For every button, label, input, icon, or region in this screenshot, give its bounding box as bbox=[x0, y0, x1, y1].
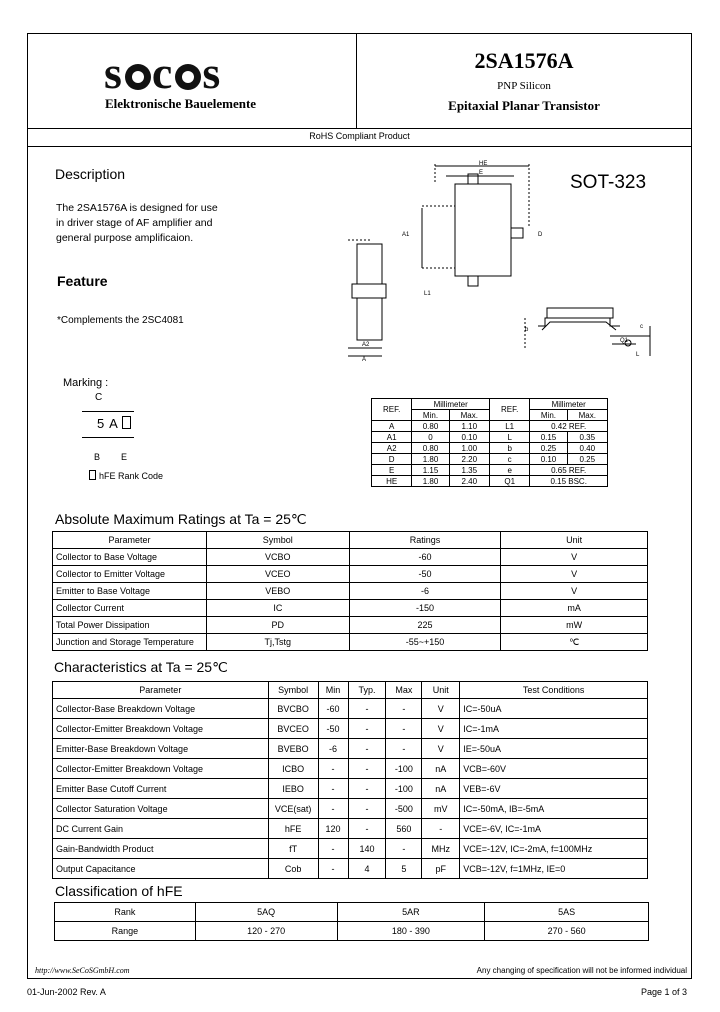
marking-pin-b: B bbox=[94, 452, 101, 462]
char-cell: mV bbox=[422, 799, 460, 819]
abs-cell: -55~+150 bbox=[349, 634, 501, 651]
rank-box-icon bbox=[89, 470, 96, 480]
description-text bbox=[56, 201, 218, 246]
table-row bbox=[53, 859, 648, 879]
dim-cell: 1.15 bbox=[412, 465, 449, 476]
dim-cell: E bbox=[372, 465, 412, 476]
char-cell: VCE=-12V, IC=-2mA, f=100MHz bbox=[460, 839, 648, 859]
class-cell: 270 - 560 bbox=[485, 922, 649, 941]
dim-cell: 0 bbox=[412, 432, 449, 443]
label-q1: Q1 bbox=[620, 338, 629, 344]
dim-cell: 1.10 bbox=[449, 421, 489, 432]
dim-cell: 0.65 REF. bbox=[530, 465, 608, 476]
char-cell: IC=-50uA bbox=[460, 699, 648, 719]
dim-cell: A2 bbox=[372, 443, 412, 454]
abs-cell: Total Power Dissipation bbox=[53, 617, 207, 634]
dim-cell: Q1 bbox=[489, 476, 529, 487]
char-cell: V bbox=[422, 719, 460, 739]
rohs-note: RoHS Compliant Product bbox=[309, 131, 410, 141]
table-row bbox=[53, 583, 648, 600]
char-cell: BVCEO bbox=[268, 719, 318, 739]
abs-cell: VCBO bbox=[206, 549, 349, 566]
table-row bbox=[55, 903, 649, 922]
abs-cell: Collector Current bbox=[53, 600, 207, 617]
abs-cell: mA bbox=[501, 600, 648, 617]
subtitle-pnp: PNP Silicon bbox=[497, 80, 551, 92]
char-cell: - bbox=[386, 699, 422, 719]
char-cell: BVEBO bbox=[268, 739, 318, 759]
marking-note-text: hFE Rank Code bbox=[99, 471, 164, 481]
class-cell: Rank bbox=[55, 903, 196, 922]
footer-notice: Any changing of specification will not be informed individual bbox=[476, 966, 687, 975]
table-row bbox=[53, 759, 648, 779]
dim-subheader-max2: Max. bbox=[567, 410, 607, 421]
dim-header-mm2: Millimeter bbox=[530, 399, 608, 410]
dim-cell: 1.80 bbox=[412, 454, 449, 465]
table-row bbox=[372, 476, 608, 487]
marking-top-line bbox=[82, 411, 134, 412]
dimensions-table bbox=[371, 398, 608, 487]
page-number: Page 1 of 3 bbox=[640, 987, 687, 997]
class-cell: 120 - 270 bbox=[195, 922, 337, 941]
label-c: c bbox=[640, 324, 643, 330]
table-row bbox=[53, 549, 648, 566]
char-cell: Output Capacitance bbox=[53, 859, 269, 879]
feature-heading: Feature bbox=[57, 273, 108, 289]
table-row bbox=[372, 399, 608, 410]
secos-logo: s c s bbox=[104, 47, 223, 98]
char-cell: V bbox=[422, 739, 460, 759]
table-row bbox=[53, 819, 648, 839]
dim-cell: 0.25 bbox=[530, 443, 567, 454]
char-cell: VCB=-12V, f=1MHz, IE=0 bbox=[460, 859, 648, 879]
subtitle-epitaxial: Epitaxial Planar Transistor bbox=[448, 98, 600, 113]
char-cell: Cob bbox=[268, 859, 318, 879]
header-bottom-line bbox=[27, 128, 692, 129]
char-cell: - bbox=[348, 699, 386, 719]
table-row bbox=[372, 421, 608, 432]
abs-cell: V bbox=[501, 583, 648, 600]
dim-cell: 1.00 bbox=[449, 443, 489, 454]
dim-cell: D bbox=[372, 454, 412, 465]
abs-cell: 225 bbox=[349, 617, 501, 634]
char-cell: VCB=-60V bbox=[460, 759, 648, 779]
classification-title: Classification of hFE bbox=[55, 883, 183, 899]
label-d: D bbox=[538, 232, 543, 238]
dim-subheader-max: Max. bbox=[449, 410, 489, 421]
char-cell: Collector Saturation Voltage bbox=[53, 799, 269, 819]
table-row bbox=[53, 532, 648, 549]
char-cell: 560 bbox=[386, 819, 422, 839]
char-cell: - bbox=[318, 759, 348, 779]
dim-cell: 2.40 bbox=[449, 476, 489, 487]
char-cell: Emitter-Base Breakdown Voltage bbox=[53, 739, 269, 759]
dim-cell: L1 bbox=[489, 421, 529, 432]
table-row bbox=[372, 443, 608, 454]
table-row bbox=[372, 432, 608, 443]
char-cell: - bbox=[348, 739, 386, 759]
abs-header: Symbol bbox=[206, 532, 349, 549]
table-row bbox=[55, 922, 649, 941]
abs-cell: V bbox=[501, 566, 648, 583]
char-cell: hFE bbox=[268, 819, 318, 839]
char-header: Min bbox=[318, 682, 348, 699]
char-cell: Gain-Bandwidth Product bbox=[53, 839, 269, 859]
label-l: L bbox=[636, 352, 640, 358]
footer-url[interactable]: http://www.SeCoSGmbH.com bbox=[35, 966, 130, 975]
dim-cell: 0.10 bbox=[530, 454, 567, 465]
table-row bbox=[53, 799, 648, 819]
dim-cell: 2.20 bbox=[449, 454, 489, 465]
char-cell: - bbox=[318, 779, 348, 799]
classification-table bbox=[54, 902, 649, 941]
abs-cell: -150 bbox=[349, 600, 501, 617]
description-line: The 2SA1576A is designed for use bbox=[56, 202, 218, 214]
char-cell: DC Current Gain bbox=[53, 819, 269, 839]
abs-cell: -6 bbox=[349, 583, 501, 600]
dim-cell: 1.35 bbox=[449, 465, 489, 476]
marking-pin-e: E bbox=[121, 452, 128, 462]
dim-cell: HE bbox=[372, 476, 412, 487]
table-row bbox=[372, 454, 608, 465]
dim-cell: e bbox=[489, 465, 529, 476]
dim-cell: 0.15 BSC. bbox=[530, 476, 608, 487]
dim-cell: 0.80 bbox=[412, 421, 449, 432]
abs-cell: VEBO bbox=[206, 583, 349, 600]
abs-max-table bbox=[52, 531, 648, 651]
label-e: E bbox=[479, 170, 484, 176]
char-cell: fT bbox=[268, 839, 318, 859]
char-cell: IEBO bbox=[268, 779, 318, 799]
abs-cell: VCEO bbox=[206, 566, 349, 583]
abs-cell: V bbox=[501, 549, 648, 566]
label-a: A bbox=[362, 357, 367, 363]
char-cell: IC=-50mA, IB=-5mA bbox=[460, 799, 648, 819]
dim-header-mm: Millimeter bbox=[412, 399, 490, 410]
marking-note bbox=[89, 470, 163, 481]
table-row bbox=[53, 600, 648, 617]
part-number: 2SA1576A bbox=[474, 48, 574, 73]
description-heading: Description bbox=[55, 166, 126, 182]
char-cell: - bbox=[348, 799, 386, 819]
dim-cell: 0.15 bbox=[530, 432, 567, 443]
dim-cell: 0.80 bbox=[412, 443, 449, 454]
label-b: b bbox=[525, 327, 529, 333]
table-row bbox=[53, 779, 648, 799]
package-outline-drawing bbox=[340, 158, 670, 373]
marking-heading: Marking : bbox=[63, 377, 109, 389]
char-cell: - bbox=[386, 719, 422, 739]
dim-cell: 0.10 bbox=[449, 432, 489, 443]
dim-cell: 0.25 bbox=[567, 454, 607, 465]
char-cell: VEB=-6V bbox=[460, 779, 648, 799]
dim-cell: L bbox=[489, 432, 529, 443]
char-header: Test Conditions bbox=[460, 682, 648, 699]
char-cell: VCE=-6V, IC=-1mA bbox=[460, 819, 648, 839]
char-cell: IE=-50uA bbox=[460, 739, 648, 759]
char-cell: VCE(sat) bbox=[268, 799, 318, 819]
dim-subheader-min: Min. bbox=[412, 410, 449, 421]
abs-cell: Collector to Base Voltage bbox=[53, 549, 207, 566]
table-row bbox=[53, 719, 648, 739]
dim-cell: 1.80 bbox=[412, 476, 449, 487]
description-line: in driver stage of AF amplifier and bbox=[56, 217, 213, 229]
char-cell: V bbox=[422, 699, 460, 719]
char-header: Symbol bbox=[268, 682, 318, 699]
dim-subheader-min2: Min. bbox=[530, 410, 567, 421]
char-cell: 120 bbox=[318, 819, 348, 839]
char-cell: -60 bbox=[318, 699, 348, 719]
char-cell: - bbox=[348, 719, 386, 739]
table-row bbox=[53, 839, 648, 859]
rank-box-icon bbox=[122, 416, 131, 429]
dim-cell: 0.40 bbox=[567, 443, 607, 454]
char-cell: -6 bbox=[318, 739, 348, 759]
char-cell: -100 bbox=[386, 779, 422, 799]
dim-header-ref2: REF. bbox=[489, 399, 529, 421]
class-cell: 5AS bbox=[485, 903, 649, 922]
abs-cell: mW bbox=[501, 617, 648, 634]
abs-cell: -60 bbox=[349, 549, 501, 566]
char-cell: ICBO bbox=[268, 759, 318, 779]
abs-cell: Tj,Tstg bbox=[206, 634, 349, 651]
abs-header: Unit bbox=[501, 532, 648, 549]
abs-header: Ratings bbox=[349, 532, 501, 549]
abs-cell: PD bbox=[206, 617, 349, 634]
char-cell: nA bbox=[422, 759, 460, 779]
char-cell: 140 bbox=[348, 839, 386, 859]
char-cell: Collector-Emitter Breakdown Voltage bbox=[53, 719, 269, 739]
char-header: Max bbox=[386, 682, 422, 699]
abs-cell: -50 bbox=[349, 566, 501, 583]
char-header: Parameter bbox=[53, 682, 269, 699]
char-cell: Collector-Emitter Breakdown Voltage bbox=[53, 759, 269, 779]
char-cell: MHz bbox=[422, 839, 460, 859]
char-cell: - bbox=[318, 799, 348, 819]
char-cell: 4 bbox=[348, 859, 386, 879]
marking-bottom-line bbox=[82, 437, 134, 438]
characteristics-title: Characteristics at Ta = 25℃ bbox=[54, 659, 228, 675]
char-cell: - bbox=[348, 779, 386, 799]
dim-header-ref: REF. bbox=[372, 399, 412, 421]
class-cell: 5AQ bbox=[195, 903, 337, 922]
date-revision: 01-Jun-2002 Rev. A bbox=[27, 987, 106, 997]
char-cell: - bbox=[348, 759, 386, 779]
marking-pin-c: C bbox=[95, 392, 103, 403]
char-cell: IC=-1mA bbox=[460, 719, 648, 739]
package-name: SOT-323 bbox=[570, 172, 647, 193]
description-line: general purpose amplificaion. bbox=[56, 232, 194, 244]
char-cell: nA bbox=[422, 779, 460, 799]
char-header: Unit bbox=[422, 682, 460, 699]
dim-cell: A bbox=[372, 421, 412, 432]
char-cell: Collector-Base Breakdown Voltage bbox=[53, 699, 269, 719]
label-he: HE bbox=[479, 161, 488, 167]
table-row bbox=[53, 617, 648, 634]
dim-cell: c bbox=[489, 454, 529, 465]
dim-cell: A1 bbox=[372, 432, 412, 443]
class-cell: 180 - 390 bbox=[337, 922, 485, 941]
label-a2: A2 bbox=[362, 342, 370, 348]
char-cell: - bbox=[386, 839, 422, 859]
char-cell: Emitter Base Cutoff Current bbox=[53, 779, 269, 799]
abs-cell: Junction and Storage Temperature bbox=[53, 634, 207, 651]
feature-item: *Complements the 2SC4081 bbox=[57, 315, 184, 326]
class-cell: Range bbox=[55, 922, 196, 941]
abs-cell: ℃ bbox=[501, 634, 648, 651]
table-row bbox=[53, 699, 648, 719]
dim-cell: b bbox=[489, 443, 529, 454]
table-row bbox=[53, 682, 648, 699]
char-cell: - bbox=[318, 859, 348, 879]
abs-cell: Emitter to Base Voltage bbox=[53, 583, 207, 600]
char-cell: - bbox=[386, 739, 422, 759]
abs-cell: Collector to Emitter Voltage bbox=[53, 566, 207, 583]
char-cell: - bbox=[318, 839, 348, 859]
char-cell: - bbox=[348, 819, 386, 839]
marking-code bbox=[97, 416, 131, 431]
characteristics-table bbox=[52, 681, 648, 879]
abs-max-title: Absolute Maximum Ratings at Ta = 25℃ bbox=[55, 511, 307, 527]
label-l1: L1 bbox=[424, 291, 431, 297]
char-cell: 5 bbox=[386, 859, 422, 879]
table-row bbox=[53, 566, 648, 583]
char-header: Typ. bbox=[348, 682, 386, 699]
dim-cell: 0.35 bbox=[567, 432, 607, 443]
char-cell: - bbox=[422, 819, 460, 839]
label-a1: A1 bbox=[402, 232, 410, 238]
class-cell: 5AR bbox=[337, 903, 485, 922]
dim-cell: 0.42 REF. bbox=[530, 421, 608, 432]
char-cell: -100 bbox=[386, 759, 422, 779]
char-cell: -500 bbox=[386, 799, 422, 819]
abs-header: Parameter bbox=[53, 532, 207, 549]
company-name: Elektronische Bauelemente bbox=[105, 96, 257, 111]
table-row bbox=[372, 465, 608, 476]
abs-cell: IC bbox=[206, 600, 349, 617]
char-cell: -50 bbox=[318, 719, 348, 739]
table-row bbox=[53, 634, 648, 651]
char-cell: pF bbox=[422, 859, 460, 879]
marking-code-text: 5 A bbox=[97, 416, 119, 431]
table-row bbox=[53, 739, 648, 759]
char-cell: BVCBO bbox=[268, 699, 318, 719]
rohs-bottom-line bbox=[27, 146, 692, 147]
